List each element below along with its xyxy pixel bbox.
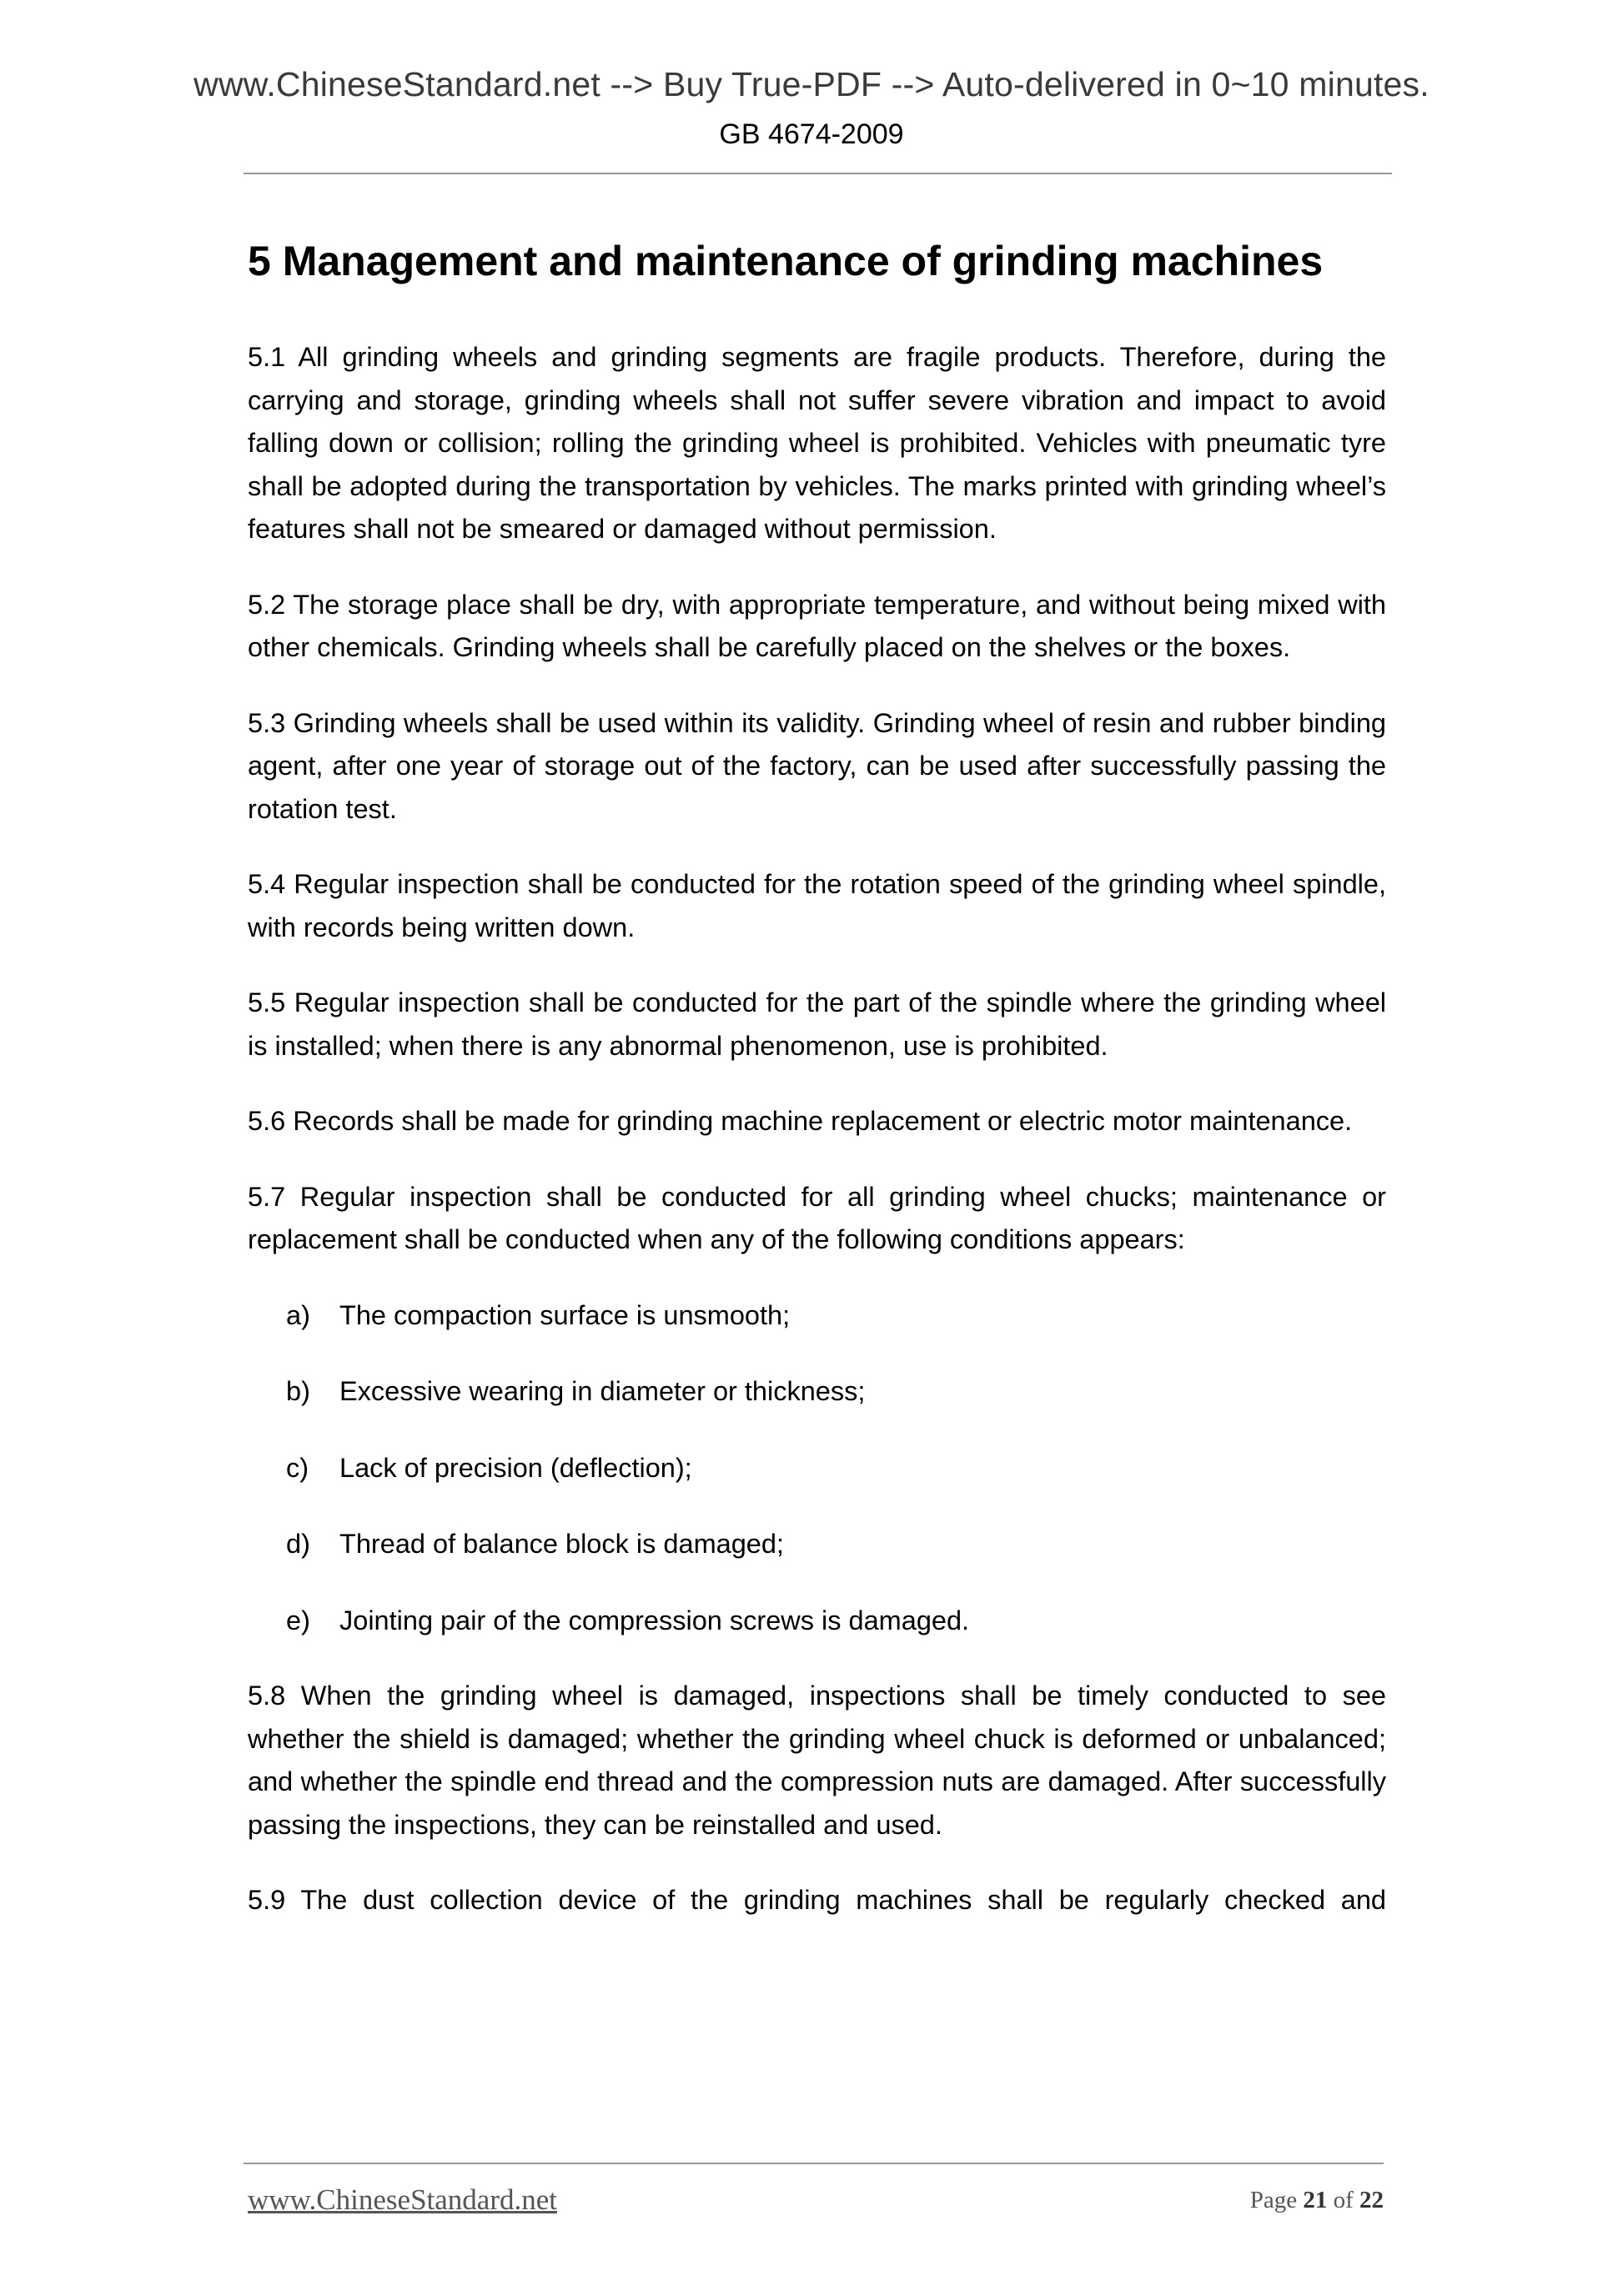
list-item <box>248 1600 1386 1643</box>
list-item <box>248 1523 1386 1566</box>
clause-5-2: 5.2 The storage place shall be dry, with appropriate temperature, and without being mixed with other chemicals. Grinding wheels shall be carefully placed on the shelves or the boxes. <box>248 589 1386 662</box>
list-item-text: Excessive wearing in diameter or thickness; <box>339 1376 866 1406</box>
clause-5-8: 5.8 When the grinding wheel is damaged, inspections shall be timely conducted to see whether the shield is damaged; whether the grinding wheel chuck is deformed or unbalanced; and whether the spindle end thread and the compression nuts are damaged. After successfully passing the inspections, they can be reinstalled and used. <box>248 1681 1386 1840</box>
clause-5-3: 5.3 Grinding wheels shall be used within its validity. Grinding wheel of resin and rubber binding agent, after one year of storage out of the factory, can be used after successfully passing the rotation test. <box>248 707 1386 824</box>
condition-list <box>248 1294 1386 1643</box>
list-item-text: The compaction surface is unsmooth; <box>339 1299 791 1330</box>
list-item <box>248 1370 1386 1414</box>
page-current: 21 <box>1303 2187 1328 2213</box>
footer-divider <box>244 2163 1384 2164</box>
clause-5-9: 5.9 The dust collection device of the grinding machines shall be regularly checked and <box>248 1885 1386 1915</box>
list-marker: e) <box>286 1605 310 1635</box>
site-banner: www.ChineseStandard.net --> Buy True-PDF --> Auto-delivered in 0~10 minutes. <box>193 65 1430 103</box>
header-divider <box>244 173 1392 174</box>
list-marker: d) <box>286 1529 310 1559</box>
list-marker: c) <box>286 1452 309 1483</box>
page-number <box>1250 2187 1384 2214</box>
standard-code: GB 4674-2009 <box>719 118 904 150</box>
list-item <box>248 1294 1386 1338</box>
section-title: 5 Management and maintenance of grinding machines <box>248 238 1324 284</box>
page-of: of <box>1333 2187 1354 2213</box>
list-marker: b) <box>286 1376 310 1406</box>
list-item <box>248 1447 1386 1490</box>
list-item-text: Thread of balance block is damaged; <box>339 1529 784 1559</box>
list-marker: a) <box>286 1299 310 1330</box>
document-body <box>248 219 1386 1922</box>
clause-5-5: 5.5 Regular inspection shall be conducted for the part of the spindle where the grinding wheel is installed; when there is any abnormal phenomenon, use is prohibited. <box>248 987 1386 1061</box>
list-item-text: Jointing pair of the compression screws is damaged. <box>339 1605 970 1635</box>
list-item-text: Lack of precision (deflection); <box>339 1452 692 1483</box>
clause-5-4: 5.4 Regular inspection shall be conducted for the rotation speed of the grinding wheel spindle, with records being written down. <box>248 869 1386 942</box>
page-total: 22 <box>1359 2187 1384 2213</box>
page-word: Page <box>1249 2187 1298 2213</box>
clause-5-7: 5.7 Regular inspection shall be conducted for all grinding wheel chucks; maintenance or replacement shall be conducted when any of the following conditions appears: <box>248 1181 1386 1254</box>
footer-site-link[interactable]: www.ChineseStandard.net <box>248 2183 557 2216</box>
clause-5-1: 5.1 All grinding wheels and grinding segments are fragile products. Therefore, during the carrying and storage, grinding wheels shall not suffer severe vibration and impact to avoid falling down or collision; rolling the grinding wheel is prohibited. Vehicles with pneumatic tyre shall be adopted during the transportation by vehicles. The marks printed with grinding wheel’s features shall not be smeared or damaged without permission. <box>248 342 1386 544</box>
clause-5-6: 5.6 Records shall be made for grinding machine replacement or electric motor maintenance. <box>248 1106 1353 1136</box>
